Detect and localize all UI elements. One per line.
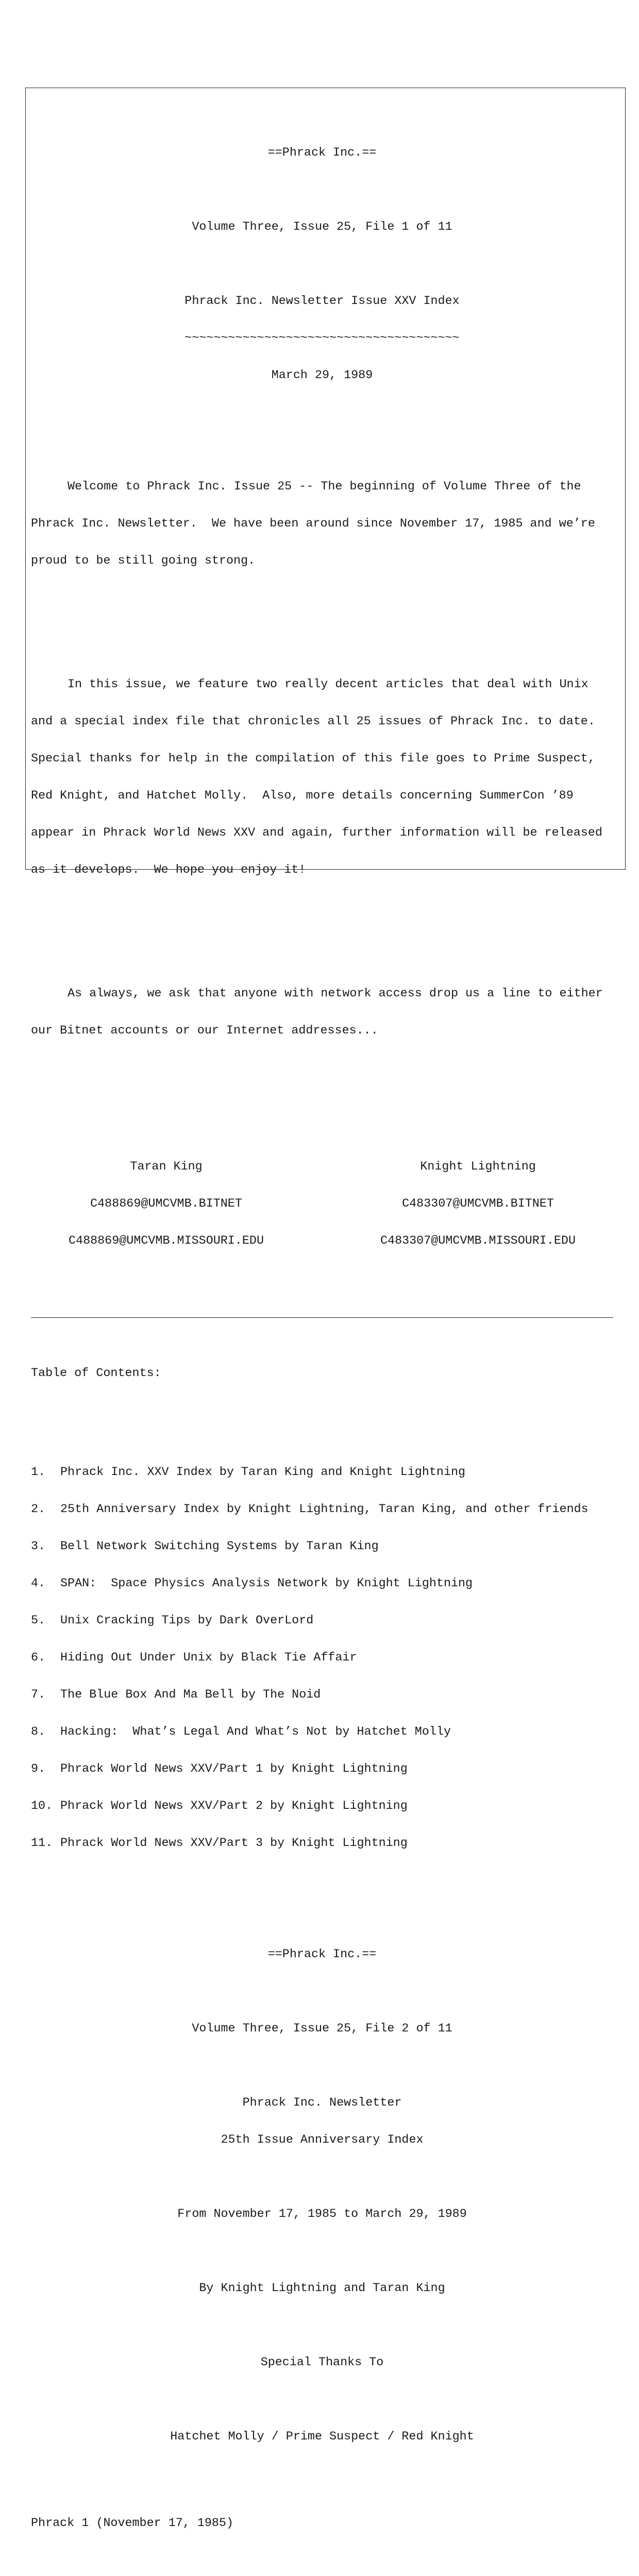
contact-taran-king [31,1136,322,1272]
contact-name: Taran King [130,1160,203,1174]
document-body [31,122,613,2576]
file2-volume-line: Volume Three, Issue 25, File 2 of 11 [192,2022,452,2036]
toc-item: 3. Bell Network Switching Systems by Taran King [31,1540,379,1553]
toc-item: 10. Phrack World News XXV/Part 2 by Knight Lightning [31,1800,408,1813]
toc-item: 4. SPAN: Space Physics Analysis Network by Knight Lightning [31,1577,473,1590]
issue-heading: Phrack 1 (November 17, 1985) [31,2517,234,2530]
file2-masthead: ==Phrack Inc.== [267,1948,377,1961]
section-divider [31,1317,613,1318]
page-title: Phrack Inc. Newsletter Issue XXV Index [184,295,460,308]
contact-name: Knight Lightning [420,1160,536,1174]
toc-item: 5. Unix Cracking Tips by Dark OverLord [31,1614,314,1628]
contact-internet: C488869@UMCVMB.MISSOURI.EDU [69,1234,264,1248]
file2-byline: By Knight Lightning and Taran King [199,2282,445,2295]
intro-paragraph-3: As always, we ask that anyone with network access drop us a line to either our Bitnet accounts or our Internet addresses... [31,987,603,1038]
toc-item: 11. Phrack World News XXV/Part 3 by Knight Lightning [31,1837,408,1850]
file2-subtitle: 25th Issue Anniversary Index [221,2133,424,2147]
toc-list [31,1442,613,1874]
toc-item: 2. 25th Anniversary Index by Knight Lightning, Taran King, and other friends [31,1503,588,1516]
file2-thanks-heading: Special Thanks To [260,2356,384,2369]
intro-paragraph-1: Welcome to Phrack Inc. Issue 25 -- The beginning of Volume Three of the Phrack Inc. Newsletter. We have been around since November 17, 1985 and we’re proud to be still going strong. [31,480,595,568]
contact-bitnet: C488869@UMCVMB.BITNET [90,1197,242,1211]
file2-date-range: From November 17, 1985 to March 29, 1989 [177,2208,467,2221]
contact-internet: C483307@UMCVMB.MISSOURI.EDU [380,1234,576,1248]
file2-thanks-names: Hatchet Molly / Prime Suspect / Red Knight [170,2430,474,2444]
toc-item: 1. Phrack Inc. XXV Index by Taran King and Knight Lightning [31,1466,466,1479]
toc-heading: Table of Contents: [31,1367,161,1380]
intro-paragraph-2: In this issue, we feature two really decent articles that deal with Unix and a special index file that chronicles all 25 issues of Phrack Inc. to date. Special thanks for help in the compilation of this file goes to Prime Suspect, Red Knight, and Hatchet Molly. Also, more details concerning SummerCon ’89 appear in Phrack World News XXV and again, further information will be released as it develops. We hope you enjoy it! [31,678,602,877]
issue-date: March 29, 1989 [271,369,373,382]
toc-item: 8. Hacking: What’s Legal And What’s Not by Hatchet Molly [31,1725,451,1739]
title-underline: ~~~~~~~~~~~~~~~~~~~~~~~~~~~~~~~~~~~~~~ [184,332,460,345]
volume-line: Volume Three, Issue 25, File 1 of 11 [192,221,452,234]
toc-item: 6. Hiding Out Under Unix by Black Tie Affair [31,1651,357,1665]
toc-item: 9. Phrack World News XXV/Part 1 by Knight Lightning [31,1762,408,1776]
contact-bitnet: C483307@UMCVMB.BITNET [402,1197,554,1211]
file2-title: Phrack Inc. Newsletter [242,2096,402,2110]
contact-knight-lightning [322,1136,613,1272]
masthead: ==Phrack Inc.== [267,146,377,160]
contact-block [31,1136,613,1272]
toc-item: 7. The Blue Box And Ma Bell by The Noid [31,1688,321,1702]
